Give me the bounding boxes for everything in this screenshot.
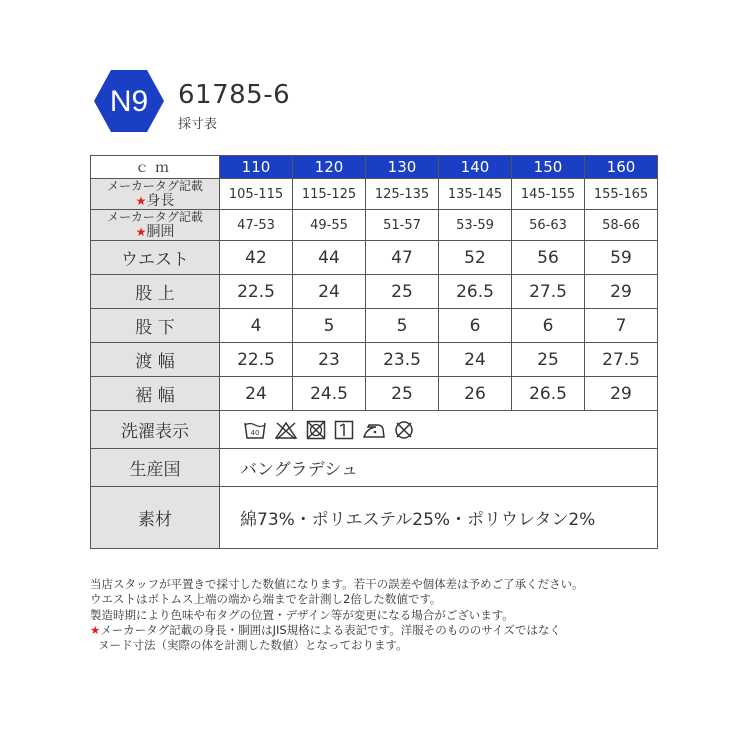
row-label: 洗濯表示: [91, 411, 220, 449]
table-cell: 49-55: [293, 210, 366, 241]
row-label: 素材: [91, 487, 220, 549]
material-value: 綿73%・ポリエステル25%・ポリウレタン2%: [220, 487, 658, 549]
table-cell: 47: [366, 241, 439, 275]
table-row: [91, 179, 658, 210]
row-label: ウエスト: [91, 241, 220, 275]
table-cell: 7: [585, 309, 658, 343]
line-dry-icon: [334, 420, 354, 440]
table-cell: 23: [293, 343, 366, 377]
star-icon: ★: [90, 622, 101, 637]
table-row: [91, 309, 658, 343]
row-label-waist-girth: [91, 210, 220, 241]
table-cell: 53-59: [439, 210, 512, 241]
table-cell: 6: [512, 309, 585, 343]
table-cell: 22.5: [220, 343, 293, 377]
table-cell: 6: [439, 309, 512, 343]
girth-label: 胴囲: [146, 224, 175, 240]
size-header: 130: [366, 156, 439, 179]
no-bleach-icon: [274, 420, 298, 440]
table-cell: 22.5: [220, 275, 293, 309]
care-row: [91, 411, 658, 449]
table-cell: 26.5: [439, 275, 512, 309]
row-label: 裾 幅: [91, 377, 220, 411]
table-cell: 42: [220, 241, 293, 275]
header-row: [91, 156, 658, 179]
table-cell: 56: [512, 241, 585, 275]
table-cell: 26: [439, 377, 512, 411]
table-cell: 51-57: [366, 210, 439, 241]
size-header: 140: [439, 156, 512, 179]
table-cell: 26.5: [512, 377, 585, 411]
row-label: 股 下: [91, 309, 220, 343]
table-cell: 115-125: [293, 179, 366, 210]
row-label: 股 上: [91, 275, 220, 309]
table-cell: 52: [439, 241, 512, 275]
table-cell: 27.5: [512, 275, 585, 309]
table-cell: 58-66: [585, 210, 658, 241]
table-row: [91, 275, 658, 309]
table-cell: 44: [293, 241, 366, 275]
table-cell: 125-135: [366, 179, 439, 210]
star-icon: ★: [135, 225, 147, 239]
size-table: [90, 155, 658, 549]
table-cell: 59: [585, 241, 658, 275]
table-row: [91, 343, 658, 377]
table-cell: 135-145: [439, 179, 512, 210]
table-cell: 24: [220, 377, 293, 411]
table-cell: 24.5: [293, 377, 366, 411]
size-header: 150: [512, 156, 585, 179]
table-cell: 23.5: [366, 343, 439, 377]
table-cell: 47-53: [220, 210, 293, 241]
table-cell: 29: [585, 275, 658, 309]
table-cell: 4: [220, 309, 293, 343]
table-cell: 25: [366, 377, 439, 411]
no-dry-clean-icon: [394, 420, 414, 440]
size-header: 160: [585, 156, 658, 179]
badge-label: N9: [109, 85, 149, 118]
maker-tag-label: メーカータグ記載: [107, 210, 203, 224]
table-cell: 24: [439, 343, 512, 377]
table-cell: 5: [366, 309, 439, 343]
table-cell: 25: [512, 343, 585, 377]
care-icons-cell: [220, 411, 658, 449]
star-icon: ★: [135, 194, 147, 208]
notes: [90, 577, 584, 653]
table-row: [91, 241, 658, 275]
row-label: 生産国: [91, 449, 220, 487]
size-badge: [94, 66, 164, 136]
note-line: ヌード寸法（実際の体を計測した数値）となっております。: [98, 638, 408, 653]
table-cell: 5: [293, 309, 366, 343]
material-row: [91, 487, 658, 549]
wash-40-icon: [244, 420, 266, 440]
maker-tag-label: メーカータグ記載: [107, 179, 203, 193]
note-line: 当店スタッフが平置きで採寸した数値になります。若干の誤差や個体差は予めご了承ください。: [90, 577, 584, 591]
size-header: 120: [293, 156, 366, 179]
table-row: [91, 210, 658, 241]
row-label: 渡 幅: [91, 343, 220, 377]
note-line: ウエストはボトムス上端の端から端までを計測し2倍した数値です。: [90, 592, 442, 607]
unit-header: ｃｍ: [91, 156, 220, 179]
low-iron-icon: [362, 420, 386, 440]
table-cell: 27.5: [585, 343, 658, 377]
table-cell: 56-63: [512, 210, 585, 241]
table-cell: 29: [585, 377, 658, 411]
size-header: 110: [220, 156, 293, 179]
no-tumble-dry-icon: [306, 420, 326, 440]
row-label-height: [91, 179, 220, 210]
table-cell: 25: [366, 275, 439, 309]
svg-text:40: 40: [250, 428, 260, 437]
note-line: メーカータグ記載の身長・胴囲はJIS規格による表記です。洋服そのもののサイズではなく: [100, 622, 561, 637]
table-cell: 105-115: [220, 179, 293, 210]
note-line: 製造時期により色味や布タグの位置・デザイン等が変更になる場合がございます。: [90, 607, 514, 622]
height-label: 身長: [146, 193, 175, 209]
product-code: 61785-6: [178, 80, 291, 110]
table-cell: 155-165: [585, 179, 658, 210]
origin-value: バングラデシュ: [220, 449, 658, 487]
table-cell: 145-155: [512, 179, 585, 210]
origin-row: [91, 449, 658, 487]
table-row: [91, 377, 658, 411]
table-cell: 24: [293, 275, 366, 309]
page-subtitle: 採寸表: [178, 117, 218, 132]
